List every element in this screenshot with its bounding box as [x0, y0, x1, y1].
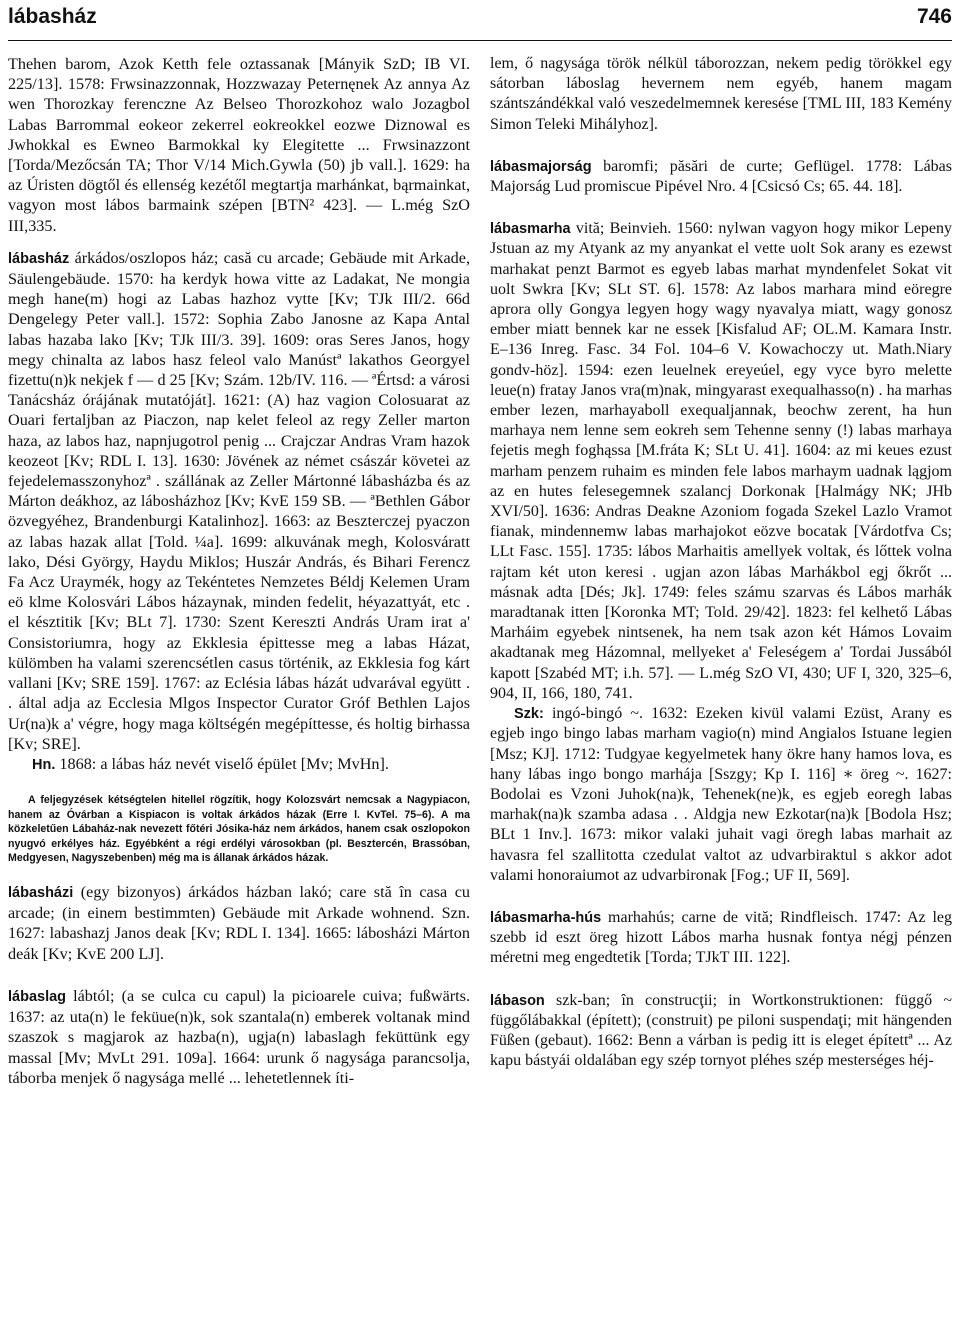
entry-labaslag: [8, 986, 470, 1088]
running-headword: lábasház: [8, 5, 97, 28]
entry-body: ingó-bingó ~. 1632: Ezeken kivül valami Ezüst, Arany es egjeb ingo bingo labas marham vagio(n) mind Angialos Istuane legien [Msz; KJ]. 1712: Tudgyae kegyelmetek hany ökre hany hamos lova, es hany lábas ingo bongo marhája [Sszgy; Kp I. 116] ∗ öreg ~. 1627: Bodolai es Vzoni Juhok(na)k, Tehenek(ne)k, es egjeb eoregh labas marhak(na)k szamba adasa . . Aldgja new Ezkotar(na)k [Bodola Hsz; BLt 1 Inv.]. 1673: mikor valaki juhait vagi öregh labas marhait az havasra fel szallitotta czedulat valtot az udvarbiraktul s akkor adot valami honoraiumot az udvarbironak [Fog.; UF II, 569].: [490, 705, 952, 884]
entry-labason: [490, 991, 952, 1072]
entry-headword: Szk:: [514, 706, 544, 723]
left-column: [8, 54, 470, 1342]
entry-headword: lábasház: [8, 250, 70, 267]
entry-body: (egy bizonyos) árkádos házban lakó; care stă în casa cu arcade; (in einem bestimmten) Gebäude mit Arkade wohnend. Szn. 1627: labashazj Janos deak [Kv; RDL I. 134]. 1665: lábosházi Márton deák [Kv; KvE 200 LJ].: [8, 883, 470, 963]
page-header: [8, 0, 952, 40]
page-number: 746: [916, 5, 952, 28]
entry-body: árkádos/oszlopos ház; casă cu arcade; Gebäude mit Arkade, Säulengebäude. 1570: ha kerdyk howa vitte az Ladakat, Ne mongia megh hane(m) hogi az Labas hazhoz vytte [Kv; TJk III/2. 66d Dengelegy Peter vall.]. 1572: Sophia Zabo Janosne az Kapa Antal labas hazaba lako [Kv; TJk III/3. 39]. 1609: oras Seres Janos, hogy megy chinalta az labos hasz feleol valo Manústª lakathos Georgyel fizettu(n)k nekjek f — d 25 [Kv; Szám. 12b/IV. 116. — ªÉrtsd: a városi Tanácsház órájának mutatóját]. 1621: (A) haz vagion Colosuarat az Ouari fertaljban az Piaczon, nap kelet feleol az regy Zeller marton haza, az labos haz, napnjugotrol penig ... Crajczar Andras Vram hazok keozeot [Kv; RDL I. 13]. 1630: Jövének az német császár követei az fejedelemasszonyhozª . szállának az Zeller Mártonné lábasházba és az Márton deákhoz, az lábosházhoz [Kv; KvE 159 SB. — ªBethlen Gábor özvegyéhez, Brandenburgi Katalinhoz]. 1663: az Beszterczej pyaczon az labas hazak allat [Told. ¼a]. 1699: alkuvának megh, Kolosváratt lako, Dési György, Haydu Miklos; Huszár András, és Bihari Ferencz Fa Acz Uraymék, hogy az Tekéntetes Nemzetes Béldj Kelemen Uram eö klme Kolosvári Lábos házaynak, minden fedelit, héyazattyát, etc . el késztitik [Kv; BLt 7]. 1730: Szent Kereszti András Uram irat a' Consistoriumra, hogy az Ekklesia épittesse meg a labas Házat, külömben ha valami szerencsétlen casus történik, az Ekklesia fog kárt vallani [Kv; SRE 159]. 1767: az Eclésia lábas házát udvarával együtt . . által adja az Ecclesia Mlgos Inspector Curator Gróf Bethlen Lajos Ur(na)k a' végre, hogy maga költségén megépíttesse, és holtig birhassa [Kv; SRE].: [8, 248, 470, 753]
header-rule: [8, 40, 952, 41]
entry-headword: lábasmajorság: [490, 158, 592, 175]
footnote: A feljegyzések kétségtelen hitellel rögzítik, hogy Kolozsvárt nemcsak a Nagypiacon, hanem az Óvárban a Kispiacon is voltak árkádos házak (Erre l. KvTel. 75–6). A ma közkeletűen Lábaház-nak nevezett főtéri Jósika-ház nem árkádos, hanem csak oszlopokon nyugvó erkélyes ház. Egyébként a régi erdélyi városokban (pl. Besztercén, Brassóban, Medgyesen, Nagyszebenben) még ma is állanak árkádos házak.: [8, 794, 470, 865]
entry-labashazi: [8, 882, 470, 964]
entry-headword: lábasmarha-hús: [490, 909, 602, 926]
entry-hn: [8, 754, 470, 775]
entry-body: marhahús; carne de vită; Rindfleisch. 1747: Az leg szebb id eszt öreg hizott Lábos marha husnak fontya négj pénzen méretni meg engedtetik [Torda; TJkT III. 122].: [490, 908, 952, 967]
entry-headword: Hn.: [32, 756, 56, 773]
entry-szk: [490, 704, 952, 886]
entry-labasmarha-hus: [490, 908, 952, 969]
right-column: [490, 54, 952, 1342]
entry-continuation: Thehen barom, Azok Ketth fele oztassanak [Mányik SzD; IB VI. 225/13]. 1578: Frwsinazzonnak, Hozzwazay Peternęnek Az annya Az wen Thorozkay ferenczne Az Belseo Thorozkohoz walo Jozagbol Labas Barrommal eokeor zekerrel eokreokkel eozwe Diznowal es Jwhokkal es Ewneo Barmokkal ky Elegitette ... Frwsinazzont [Torda/Mezőcsán TA; Thor V/14 Mich.Gywla (50) jb vall.]. 1629: ha az Úristen dögtől és ellenség kezétől megtartja marhánkat, bąrmainkat, vagyon most lábos barmaink szépen [BTN² 423]. — L.még SzO III,335.: [8, 55, 470, 235]
entry-body: 1868: a lábas ház nevét viselő épület [Mv; MvHn].: [55, 754, 389, 773]
entry-body: szk-ban; în construcţii; in Wortkonstruktionen: függő ~ függőlábakkal (épített); (construit) pe piloni suspendaţi; mit hängenden Füßen (gebaut). 1662: Benn a várban is pedig itt is eleget építettª ... Az kapu bástyái oldalában egy szép tornyot pléhes szép mesterséges héj-: [490, 991, 952, 1070]
entry-headword: lábasmarha: [490, 221, 571, 238]
entry-labasmarha: [490, 219, 952, 704]
entry-headword: lábason: [490, 992, 545, 1009]
entry-headword: lábasházi: [8, 885, 74, 902]
entry-body: lábtól; (a se culca cu capul) la picioarele cuiva; fußwärts. 1637: az uta(n) le feküue(n)k, sok szantala(n) emberek voltanak mind szaszok s magjarok az hazba(n), ugja(n) labaslagh feküttünk egy massal [Mv; MvLt 291. 109a]. 1664: urunk ő nagysága parancsolja, táborba menjek ő nagysága mellé ... lehetetlennek íti-: [8, 986, 470, 1087]
entry-labashaz: [8, 248, 470, 754]
entry-headword: lábaslag: [8, 988, 67, 1005]
two-column-body: [8, 54, 952, 1342]
entry-continuation: lem, ő nagysága török nélkül táborozzan, nekem pedig törökkel egy sátorban láboslag hevernem nem egyéb, hanem magam szántszándékkal való veszedelmemnek keresése [TML III, 183 Kemény Simon Teleki Mihályhoz].: [490, 55, 952, 133]
entry-labasmajorsag: [490, 157, 952, 197]
entry-body: vită; Beinvieh. 1560: nylwan vagyon hogy mikor Lepeny Jstuan az my Atyank az my anyankat el vette uolt Sok arany es ezewst marhakat penzt Barmot es egyeb labas marhat myndenfelet Sokat vit uolt Swkra [Kv; SLt ST. 6]. 1578: Az labos marhara mind eöregre aprora olly Gongya legyen hogy wagy nyavalya miatt, wagy gonosz ember miatt bennek kar ne essek [Kisfalud AF; OL.M. Kamara Instr. E–136 Inreg. Fasc. 34 Fol. 104–6 V. Kowachoczy ut. Math.Niary gondv-höz]. 1594: ezen leuelnek ereyeúel, egy vyce byro melette leue(n) fratay Janos vra(m)nak, mingyarast exequalhasso(n) . ha marhas ember lezen, marhayaboll exequaljannak, beochw zerent, ha hun marhaya nem lenne sem eokreh sem Tehenne senny (!) labas marhaya fejetis megh foghąssa [M.fráta K; SLt U. 41]. 1604: az mi keues ezust marham penzem ruhaim es minden fele labos marhaym uadnak lągjom az en hutes felesegemnek szalancj Dorkonak [Halmágy NK; JHb XVI/50]. 1636: Andras Deakne Azoniom fogada Szekel Lazlo Vramot fianak, mindennemw labas marhajokot eözve bocatak [Várdotfva Cs; LLt Fasc. 155]. 1735: lábos Marhaitis amellyek voltak, és lőttek volna rajtam két uton keresi . ugjan azon lábas Marhákbol egj őkrőt ... másnak adta [Dés; Jk]. 1749: feles számu szarvas és Lábos marhák maradtanak itten [Koronka MT; Told. 29/42]. 1823: fel kelhető Lábas Marháim egyebek nintsenek, ha nem tsak azon két Hámos Lovaim akadtanak meg Házomnal, mellyeket a' Feleségem a' Tordai Jussából kapott [Szabéd MT; i.h. 57]. — L.még SzO VI, 430; UF I, 320, 325–6, 904, II, 166, 180, 741.: [490, 220, 952, 702]
entry-body: baromfi; păsări de curte; Geflügel. 1778: Lábas Majorság Lud promiscue Pipével Nro. 4 [Csicsó Cs; 65. 44. 18].: [490, 157, 952, 196]
